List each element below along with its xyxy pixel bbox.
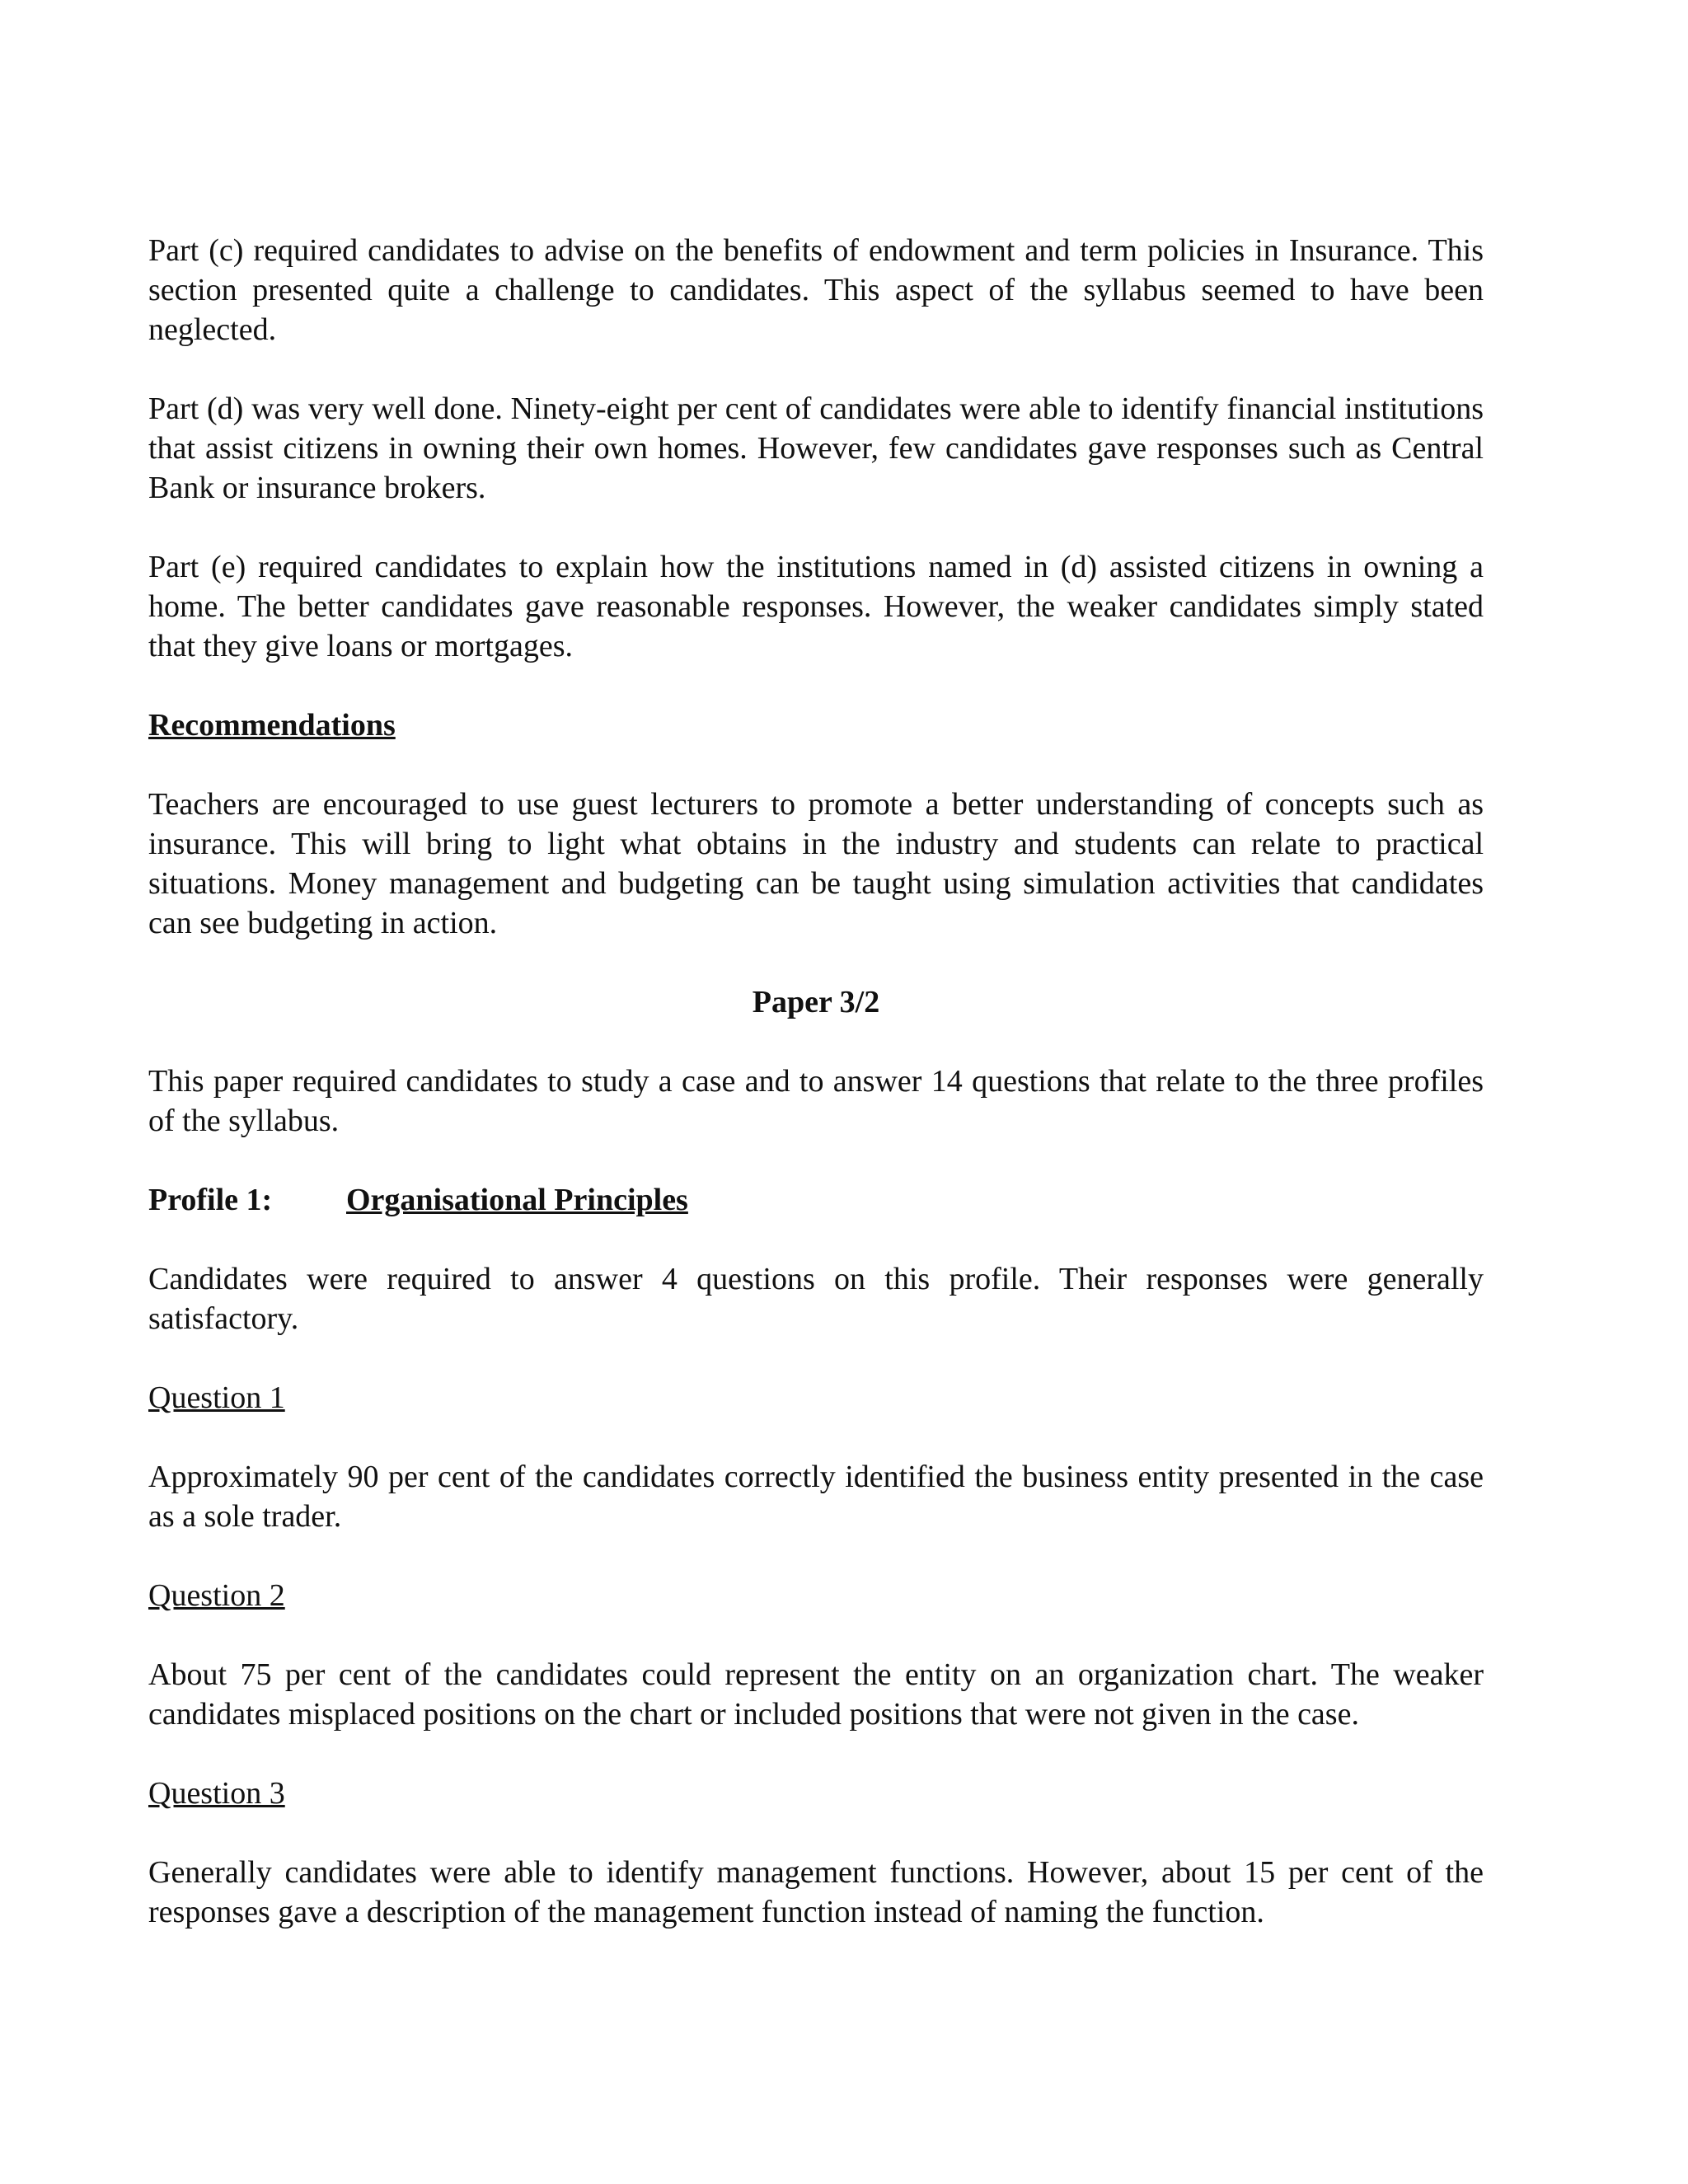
profile-heading [148, 1180, 1484, 1220]
paragraph-question1: Approximately 90 per cent of the candidates correctly identified the business entity presented in the case as a sole trader. [148, 1460, 1484, 1534]
paper-heading: Paper 3/2 [752, 985, 880, 1019]
paragraph-paper-intro: This paper required candidates to study a case and to answer 14 questions that relate to the three profiles of the syllabus. [148, 1064, 1484, 1138]
paragraph-part-e: Part (e) required candidates to explain how the institutions named in (d) assisted citizens in owning a home. The better candidates gave reasonable responses. However, the weaker candidates simply stated that they give loans or mortgages. [148, 550, 1484, 663]
paragraph-part-c: Part (c) required candidates to advise on the benefits of endowment and term policies in Insurance. This section presented quite a challenge to candidates. This aspect of the syllabus seemed to have been neglected. [148, 233, 1484, 347]
document-page [148, 231, 1484, 1971]
question1-heading: Question 1 [148, 1380, 285, 1415]
paragraph-question2: About 75 per cent of the candidates could represent the entity on an organization chart. The weaker candidates misplaced positions on the chart or included positions that were not given in the case. [148, 1657, 1484, 1732]
paragraph-part-d: Part (d) was very well done. Ninety-eight per cent of candidates were able to identify financial institutions that assist citizens in owning their own homes. However, few candidates gave responses such as Central Bank or insurance brokers. [148, 391, 1484, 505]
paragraph-profile1: Candidates were required to answer 4 questions on this profile. Their responses were generally satisfactory. [148, 1262, 1484, 1336]
paragraph-recommendations: Teachers are encouraged to use guest lecturers to promote a better understanding of concepts such as insurance. This will bring to light what obtains in the industry and students can relate to practical situations. Money management and budgeting can be taught using simulation activities that candidates can see budgeting in action. [148, 787, 1484, 940]
recommendations-heading: Recommendations [148, 708, 396, 743]
profile-label: Profile 1: [148, 1183, 273, 1217]
profile-title: Organisational Principles [346, 1183, 688, 1217]
question3-heading: Question 3 [148, 1776, 285, 1811]
paragraph-question3: Generally candidates were able to identify management functions. However, about 15 per cent of the responses gave a description of the management function instead of naming the function. [148, 1855, 1484, 1929]
question2-heading: Question 2 [148, 1578, 285, 1613]
